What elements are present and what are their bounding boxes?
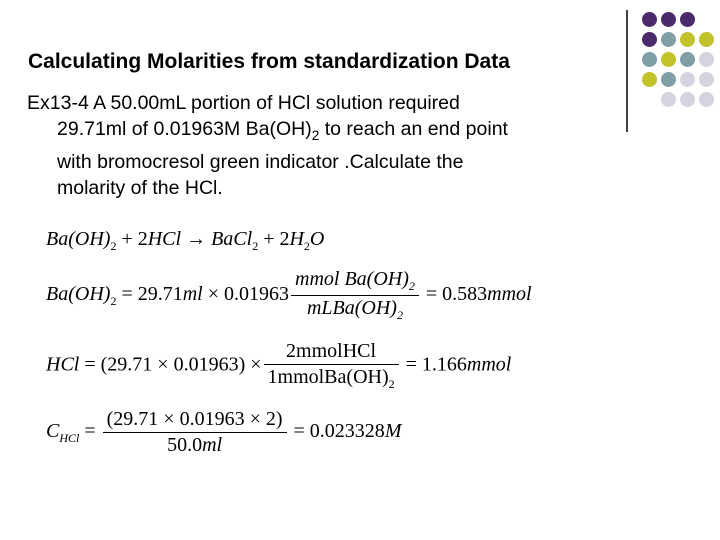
reaction-equation: $Ba(OH)_2 + 2HCl$ → BaCl$_2$ + $2H_2O$ [46, 228, 325, 253]
decorative-dot [661, 92, 676, 107]
decorative-dot [680, 12, 695, 27]
decorative-dot-grid [638, 10, 720, 120]
decorative-dot [680, 32, 695, 47]
problem-line-4: molarity of the HCl. [57, 176, 223, 199]
decorative-dot [680, 92, 695, 107]
fraction: $\frac{\text{2mmolHCl}}{1mmolBa(OH)_2}$ [264, 340, 399, 392]
baoh2-mmol-equation: $Ba(OH)_2 = 29.71ml \times 0.01963$ $\frac{mmol Ba(OH)_2}{mLBa(OH)_2}$ = 0.583mmol [46, 268, 532, 322]
decorative-dot [661, 52, 676, 67]
decorative-dot [642, 52, 657, 67]
problem-line-3: with bromocresol green indicator .Calculate the [57, 150, 464, 173]
decorative-dot [699, 72, 714, 87]
problem-line-1: Ex13-4 A 50.00mL portion of HCl solution required [27, 92, 460, 114]
problem-line-2: 29.71ml of 0.01963M $Ba(OH)_2$ to reach an end point [57, 118, 508, 143]
decorative-dot [699, 92, 714, 107]
decorative-dot [642, 12, 657, 27]
fraction: $\frac{mmol Ba(OH)_2}{mLBa(OH)_2}$ [291, 268, 419, 323]
problem-statement [27, 90, 627, 201]
decorative-dot [642, 32, 657, 47]
hcl-mmol-equation: HCl = (29.71 × 0.01963) × $\frac{\text{2mmolHCl}}{1mmolBa(OH)_2}$ = 1.166mmol [46, 340, 512, 391]
decorative-dot [699, 52, 714, 67]
decorative-dot [680, 72, 695, 87]
decorative-dot [642, 72, 657, 87]
decorative-dot [699, 32, 714, 47]
decorative-dot [680, 52, 695, 67]
hcl-molarity-equation: $C_{HCl}$ = $\frac{(29.71 \times 0.01963 \times 2)}{50.0ml}$ = 0.023328M [46, 408, 402, 456]
slide-title: Calculating Molarities from standardization Data [28, 50, 510, 73]
decorative-dot [661, 12, 676, 27]
decorative-dot [661, 72, 676, 87]
decorative-dot [661, 32, 676, 47]
fraction: $\frac{(29.71 \times 0.01963 \times 2)}{50.0ml}$ [103, 408, 287, 457]
